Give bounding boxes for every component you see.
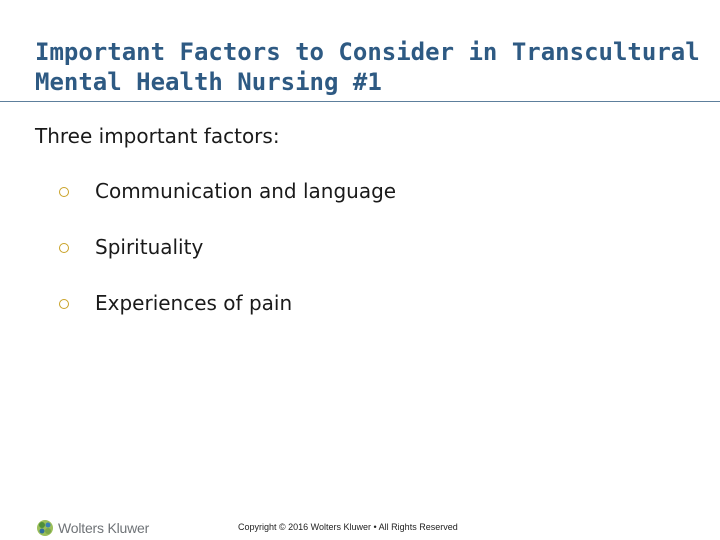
circle-bullet-icon — [59, 299, 69, 309]
circle-bullet-icon — [59, 187, 69, 197]
copyright-text: Copyright © 2016 Wolters Kluwer • All Rights Reserved — [238, 522, 458, 532]
bullet-text: Communication and language — [95, 179, 397, 203]
title-divider — [0, 101, 720, 102]
bullet-item — [59, 180, 396, 236]
slide-title: Important Factors to Consider in Transcultural Mental Health Nursing #1 — [35, 38, 700, 96]
bullet-item — [59, 292, 396, 348]
logo-text: Wolters Kluwer — [58, 520, 150, 536]
circle-bullet-icon — [59, 243, 69, 253]
bullet-list — [59, 180, 396, 348]
wolters-kluwer-logo — [36, 519, 149, 537]
bullet-text: Experiences of pain — [95, 291, 293, 315]
bullet-text: Spirituality — [95, 235, 204, 259]
intro-text: Three important factors: — [35, 124, 280, 148]
wolters-kluwer-mark-icon — [36, 519, 54, 537]
bullet-item — [59, 236, 396, 292]
